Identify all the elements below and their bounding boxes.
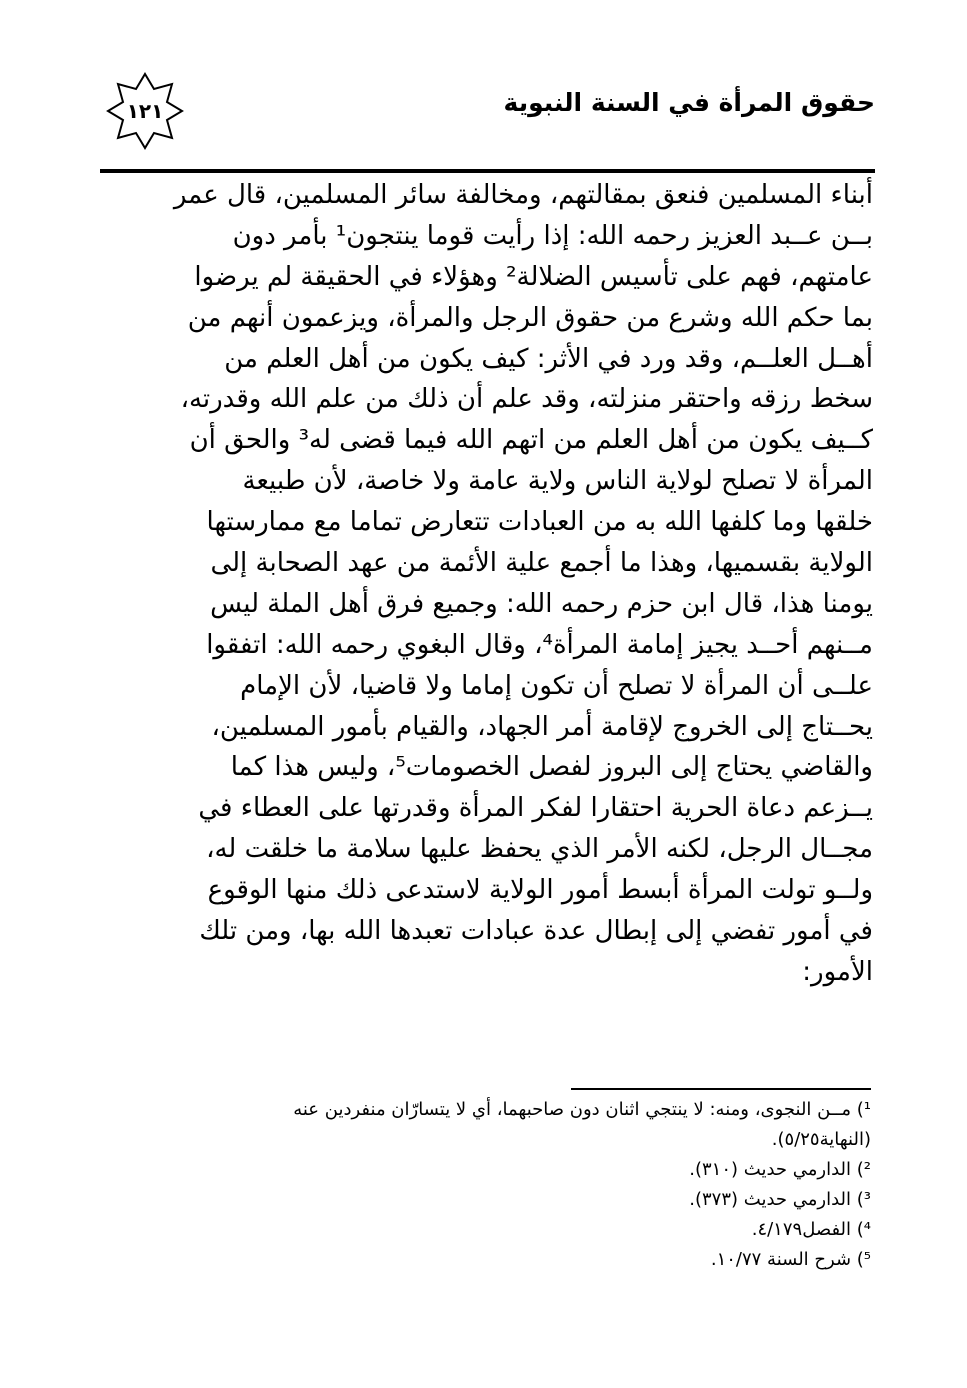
text-line: بما حكم الله وشرع من حقوق الرجل والمرأة، ويزعمون أنهم من	[187, 302, 873, 333]
text-line: يحــتاج إلى الخروج لإقامة أمر الجهاد، والقيام بأمور المسلمين،	[211, 711, 873, 742]
footnote-1: ¹) مــن النجوى، ومنه: لا ينتجي اثنان دون صاحبهما، أي لا يتسارّان منفردين عنه	[293, 1099, 871, 1120]
text-line: أبناء المسلمين فنعق بمقالتهم، ومخالفة سائر المسلمين، قال عمر	[173, 180, 873, 210]
page-number: ١٢١	[126, 99, 164, 123]
text-line: بــن عــبد العزيز رحمه الله: إذا رأيت قوما ينتجون¹ بأمر دون	[232, 220, 873, 251]
footnotes	[100, 1095, 871, 1275]
text-line: سخط رزقه واحتقر منزلته، وقد علم أن ذلك من علم الله وقدرته،	[180, 384, 873, 415]
text-line: مــنهم أحــد يجيز إمامة المرأة⁴، وقال البغوي رحمه الله: اتفقوا	[206, 629, 873, 660]
text-line: أهــل العلــم، وقد ورد في الأثر: كيف يكون من أهل العلم من	[224, 343, 873, 374]
footnote-2: ²) الدارمي حديث (٣١٠).	[689, 1159, 871, 1180]
header-divider	[100, 169, 875, 173]
text-line: عامتهم، فهم على تأسيس الضلالة² وهؤلاء في الحقيقة لم يرضوا	[194, 261, 873, 292]
text-line: في أمور تفضي إلى إبطال عدة عبادات تعبدها الله بها، ومن تلك	[199, 916, 873, 947]
text-line: الولاية بقسميها، وهذا ما أجمع علية الأئمة من عهد الصحابة إلى	[210, 548, 873, 579]
page-header	[100, 70, 875, 150]
footnote-3: ³) الدارمي حديث (٣٧٣).	[689, 1189, 871, 1210]
text-line: ولــو تولت المرأة أبسط أمور الولاية لاستدعى ذلك منها الوقوع	[207, 875, 873, 906]
text-line: الأمور:	[802, 956, 873, 987]
footnote-4: ⁴) الفصل٤/١٧٩.	[751, 1219, 871, 1240]
text-line: علــى أن المرأة لا تصلح أن تكون إماما ولا قاضيا، لأن الإمام	[240, 670, 873, 701]
footnote-separator	[571, 1088, 871, 1090]
text-line: يــزعم دعاة الحرية احتقارا لفكر المرأة وقدرتها على العطاء في	[198, 793, 873, 824]
running-title: حقوق المرأة في السنة النبوية	[503, 88, 875, 117]
text-line: مجــال الرجل، لكنه الأمر الذي يحفظ عليها سلامة ما خلقت له،	[206, 834, 873, 865]
text-line: والقاضي يحتاج إلى البروز لفصل الخصومات⁵، وليس هذا كما	[230, 752, 873, 783]
text-line: يومنا هذا، قال ابن حزم رحمه الله: وجميع فرق أهل الملة ليس	[210, 588, 873, 619]
footnote-5: ⁵) شرح السنة ١٠/٧٧.	[710, 1249, 871, 1270]
text-line: خلقها وما كلفها الله به من العبادات تتعارض تماما مع ممارستها	[206, 507, 873, 538]
text-line: المرأة لا تصلح لولاية الناس ولاية عامة ولا خاصة، لأن طبيعة	[242, 466, 873, 497]
footnote-1-continuation: (النهاية٥/٢٥).	[771, 1129, 871, 1150]
text-line: كــيف يكون من أهل العلم من اتهم الله فيما قضى له³ والحق أن	[189, 425, 873, 456]
page-number-badge	[106, 72, 184, 150]
main-paragraph	[100, 175, 873, 993]
